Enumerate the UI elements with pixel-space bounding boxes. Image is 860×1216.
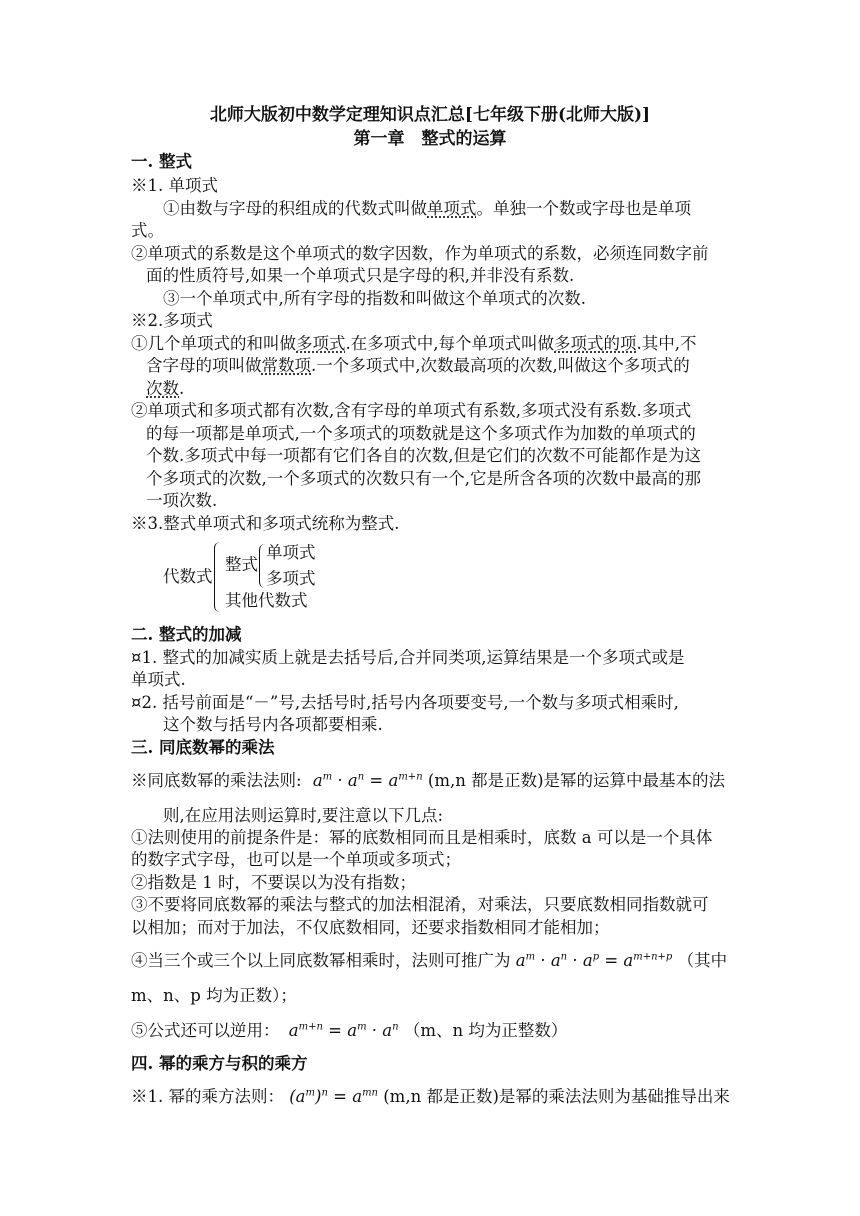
formula-power-of-power: $(a^m)^n = a^{mn}$: [289, 1087, 378, 1106]
s1-item2-a-line1: [131, 333, 697, 355]
term-degree: 次数: [146, 379, 179, 398]
text-span: ⑤公式还可以逆用：: [131, 1021, 280, 1040]
tree-root-label: 代数式: [163, 567, 213, 586]
s1-item2-a-line2: [146, 355, 690, 377]
section-2-heading: 二. 整式的加减: [131, 625, 242, 644]
text-span: 含字母的项叫做: [146, 356, 262, 375]
term-monomial: 单项式: [427, 199, 477, 218]
s4-item1-line1: [131, 1086, 730, 1108]
s1-item2-title: ※2.多项式: [131, 311, 213, 330]
s1-item1-title: ※1. 单项式: [131, 176, 218, 195]
tree-zhengshi-label: 整式: [225, 555, 258, 574]
s3-point3-line1: ③不要将同底数幂的乘法与整式的加法相混淆，对乘法，只要底数相同指数就可: [131, 895, 709, 914]
tree-other-label: 其他代数式: [225, 591, 308, 610]
s1-item2-b-line5: 一项次数.: [146, 491, 218, 510]
text-span: .其中,不: [636, 334, 697, 353]
text-span: ④当三个或三个以上同底数幂相乘时，法则可推广为: [131, 951, 511, 970]
classification-tree: [163, 540, 363, 616]
text-span: 。单独一个数或字母也是单项: [476, 199, 691, 218]
text-span: (m,n 都是正数)是幂的乘法法则为基础推导出来: [383, 1087, 730, 1106]
s3-point2: ②指数是 1 时，不要误以为没有指数；: [131, 873, 416, 892]
text-span: （m、n 均为正整数）: [403, 1021, 568, 1040]
s3-rule-line1: [131, 770, 725, 792]
chapter-title: 第一章 整式的运算: [353, 129, 507, 149]
text-span: （其中: [677, 951, 728, 970]
s2-item1-line2: 单项式.: [131, 670, 186, 689]
section-3-heading: 三. 同底数幂的乘法: [131, 738, 275, 757]
s1-item1-c: ③一个单项式中,所有字母的指数和叫做这个单项式的次数.: [163, 289, 586, 308]
section-1-heading: 一. 整式: [131, 152, 192, 171]
s2-item2-line2: 这个数与括号内各项都要相乘.: [163, 715, 383, 734]
text-span: .: [179, 379, 185, 398]
formula-generalized-mult: $a^m \cdot a^n \cdot a^p = a^{m+n+p}$: [515, 951, 673, 970]
s1-item1-a-line1: [163, 198, 691, 220]
s1-item1-b-line2: 面的性质符号,如果一个单项式只是字母的积,并非没有系数.: [146, 266, 575, 285]
text-span: .在多项式中,每个单项式叫做: [345, 334, 554, 353]
s3-point4-line1: [131, 950, 727, 972]
text-span: ①几个单项式的和叫做: [131, 334, 296, 353]
s3-point5: [131, 1020, 567, 1042]
formula-same-base-mult: $a^m \cdot a^n = a^{m+n}$: [312, 771, 423, 790]
s3-point1-line1: ①法则使用的前提条件是：幂的底数相同而且是相乘时，底数 a 可以是一个具体: [131, 828, 713, 847]
text-span: ※1. 幂的乘方法则：: [131, 1087, 284, 1106]
term-constant: 常数项: [261, 356, 311, 375]
formula-inverse: $a^{m+n} = a^m \cdot a^n$: [288, 1021, 399, 1040]
s1-item2-b-line4: 个多项式的次数,一个多项式的次数只有一个,它是所含各项的次数中最高的那: [146, 469, 701, 488]
term-polynomial-term: 多项式的项: [554, 334, 637, 353]
s1-item2-b-line1: ②单项式和多项式都有次数,含有字母的单项式有系数,多项式没有系数.多项式: [131, 401, 692, 420]
text-span: (m,n 都是正数)是幂的运算中最基本的法: [427, 771, 726, 790]
outer-brace: [214, 542, 223, 612]
section-4-heading: 四. 幂的乘方与积的乘方: [131, 1054, 308, 1073]
s1-item2-b-line3: 个数.多项式中每一项都有它们各自的次数,但是它们的次数不可能都作是为这: [146, 446, 701, 465]
s1-item1-b-line1: ②单项式的系数是这个单项式的数字因数，作为单项式的系数，必须连同数字前: [131, 244, 709, 263]
s3-point1-line2: 的数字式字母，也可以是一个单项或多项式；: [131, 850, 461, 869]
tree-monomial-label: 单项式: [266, 543, 316, 562]
s1-item2-a-line3: [146, 378, 184, 400]
s1-item2-b-line2: 的每一项都是单项式,一个多项式的项数就是这个多项式作为加数的单项式的: [146, 424, 696, 443]
inner-brace: [259, 544, 266, 588]
text-span: .一个多项式中,次数最高项的次数,叫做这个多项式的: [311, 356, 690, 375]
document-title: 北师大版初中数学定理知识点汇总[七年级下册(北师大版)]: [209, 105, 651, 125]
term-polynomial: 多项式: [296, 334, 346, 353]
text-span: ※同底数幂的乘法法则:: [131, 771, 302, 790]
s2-item2-line1: ¤2. 括号前面是“－”号,去括号时,括号内各项要变号,一个数与多项式相乘时,: [131, 693, 679, 712]
s3-point3-line2: 以相加；而对于加法，不仅底数相同，还要求指数相同才能相加；: [131, 918, 610, 937]
s3-rule-line2: 则,在应用法则运算时,要注意以下几点:: [163, 806, 444, 825]
s3-point4-line2: m、n、p 均为正数）；: [131, 986, 297, 1005]
tree-polynomial-label: 多项式: [266, 569, 316, 588]
s1-item1-a-line2: 式。: [131, 221, 164, 240]
s2-item1-line1: ¤1. 整式的加减实质上就是去括号后,合并同类项,运算结果是一个多项式或是: [131, 648, 685, 667]
s1-item3: ※3.整式单项式和多项式统称为整式.: [131, 514, 400, 533]
text-span: ①由数与字母的积组成的代数式叫做: [163, 199, 427, 218]
